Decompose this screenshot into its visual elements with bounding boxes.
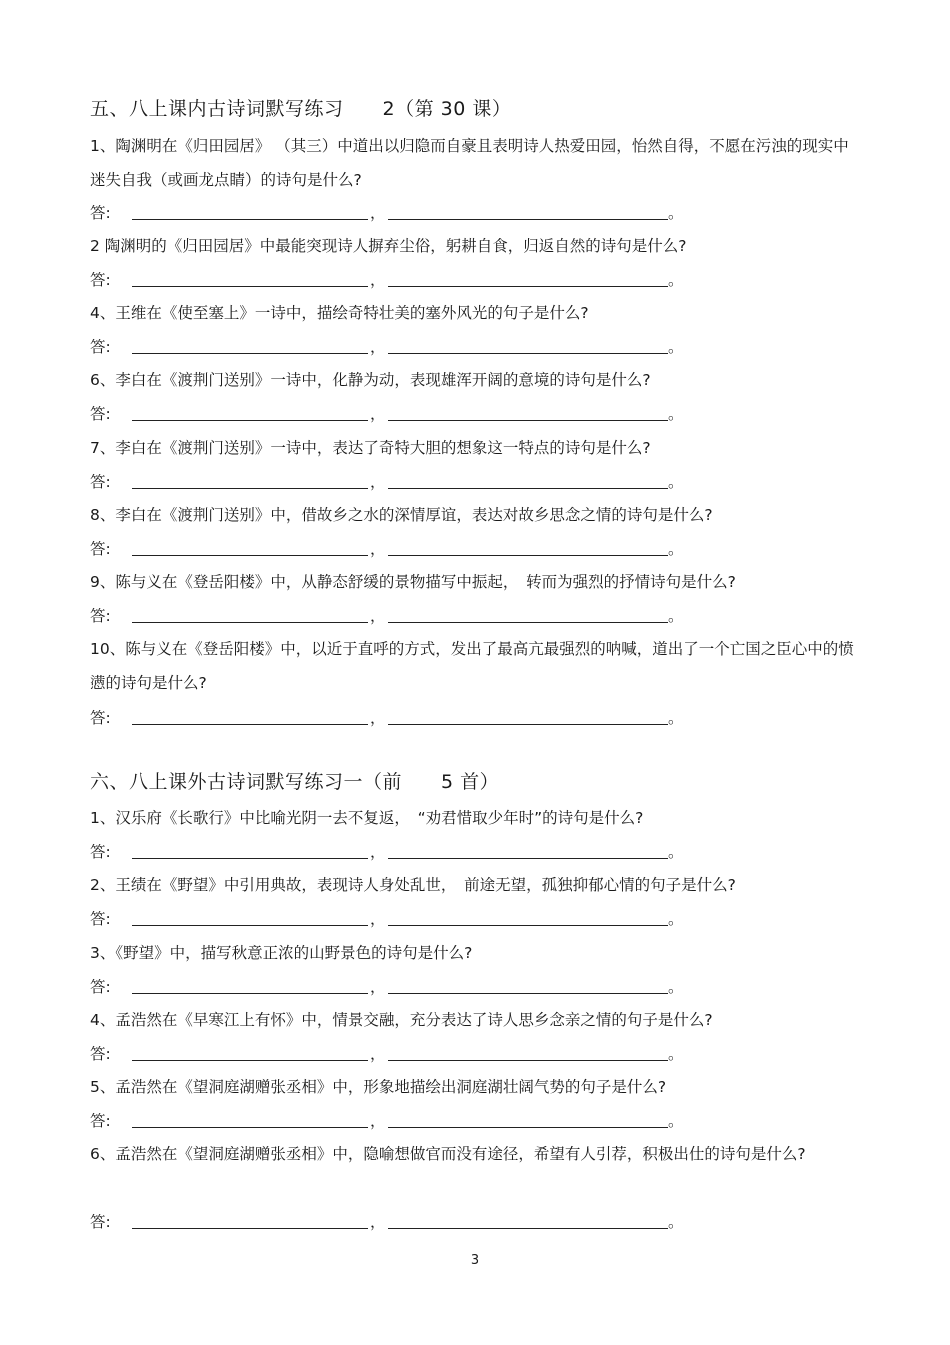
answer-period: 。 bbox=[668, 405, 684, 423]
answer-period: 。 bbox=[668, 978, 684, 996]
answer-period: 。 bbox=[668, 338, 684, 356]
answer-blank[interactable] bbox=[132, 858, 368, 859]
answer-label: 答: bbox=[90, 405, 111, 423]
answer-label: 答: bbox=[90, 1213, 111, 1231]
answer-label: 答: bbox=[90, 473, 111, 491]
answer-blank[interactable] bbox=[132, 286, 368, 287]
answer-row bbox=[90, 335, 710, 359]
answer-comma: ， bbox=[370, 607, 386, 625]
question-text: 3、《野望》中，描写秋意正浓的山野景色的诗句是什么? bbox=[90, 944, 473, 962]
answer-blank[interactable] bbox=[388, 286, 668, 287]
answer-label: 答: bbox=[90, 910, 111, 928]
answer-blank[interactable] bbox=[388, 724, 668, 725]
answer-label: 答: bbox=[90, 843, 111, 861]
answer-blank[interactable] bbox=[132, 219, 368, 220]
answer-row bbox=[90, 201, 710, 225]
question-text: 6、孟浩然在《望洞庭湖赠张丞相》中，隐喻想做官而没有途径，希望有人引荐，积极出仕的诗句是什么? bbox=[90, 1145, 806, 1163]
answer-comma: ， bbox=[370, 338, 386, 356]
answer-blank[interactable] bbox=[388, 219, 668, 220]
answer-label: 答: bbox=[90, 540, 111, 558]
answer-label: 答: bbox=[90, 204, 111, 222]
answer-label: 答: bbox=[90, 271, 111, 289]
answer-blank[interactable] bbox=[132, 724, 368, 725]
answer-row bbox=[90, 1042, 710, 1066]
answer-row bbox=[90, 1210, 710, 1234]
answer-blank[interactable] bbox=[132, 1228, 368, 1229]
answer-period: 。 bbox=[668, 910, 684, 928]
question-text: 6、李白在《渡荆门送别》一诗中，化静为动，表现雄浑开阔的意境的诗句是什么? bbox=[90, 371, 651, 389]
answer-blank[interactable] bbox=[388, 353, 668, 354]
answer-period: 。 bbox=[668, 540, 684, 558]
answer-blank[interactable] bbox=[388, 622, 668, 623]
answer-row bbox=[90, 1109, 710, 1133]
answer-blank[interactable] bbox=[388, 925, 668, 926]
answer-label: 答: bbox=[90, 709, 111, 727]
answer-label: 答: bbox=[90, 338, 111, 356]
answer-blank[interactable] bbox=[132, 1060, 368, 1061]
question-text: 8、李白在《渡荆门送别》中，借故乡之水的深情厚谊，表达对故乡思念之情的诗句是什么? bbox=[90, 506, 713, 524]
question-text: 1、陶渊明在《归田园居》 （其三）中道出以归隐而自豪且表明诗人热爱田园，怡然自得，不愿在污浊的现实中迷失自我（或画龙点睛）的诗句是什么? bbox=[90, 137, 849, 189]
answer-comma: ， bbox=[370, 843, 386, 861]
answer-blank[interactable] bbox=[388, 1127, 668, 1128]
answer-comma: ， bbox=[370, 405, 386, 423]
answer-comma: ， bbox=[370, 1213, 386, 1231]
answer-period: 。 bbox=[668, 1045, 684, 1063]
question-text: 4、王维在《使至塞上》一诗中，描绘奇特壮美的塞外风光的句子是什么? bbox=[90, 304, 589, 322]
answer-blank[interactable] bbox=[132, 488, 368, 489]
answer-row bbox=[90, 470, 710, 494]
answer-blank[interactable] bbox=[132, 353, 368, 354]
answer-blank[interactable] bbox=[388, 420, 668, 421]
answer-comma: ， bbox=[370, 540, 386, 558]
question-text: 4、孟浩然在《早寒江上有怀》中，情景交融，充分表达了诗人思乡念亲之情的句子是什么? bbox=[90, 1011, 713, 1029]
answer-period: 。 bbox=[668, 607, 684, 625]
answer-period: 。 bbox=[668, 1112, 684, 1130]
answer-comma: ， bbox=[370, 709, 386, 727]
answer-comma: ， bbox=[370, 978, 386, 996]
page-number: 3 bbox=[470, 1253, 480, 1268]
answer-blank[interactable] bbox=[132, 993, 368, 994]
answer-period: 。 bbox=[668, 843, 684, 861]
answer-blank[interactable] bbox=[132, 420, 368, 421]
answer-blank[interactable] bbox=[388, 555, 668, 556]
answer-period: 。 bbox=[668, 271, 684, 289]
answer-period: 。 bbox=[668, 709, 684, 727]
question-text: 5、孟浩然在《望洞庭湖赠张丞相》中，形象地描绘出洞庭湖壮阔气势的句子是什么? bbox=[90, 1078, 667, 1096]
answer-label: 答: bbox=[90, 1045, 111, 1063]
question-text: 2 陶渊明的《归田园居》中最能突现诗人摒弃尘俗，躬耕自食，归返自然的诗句是什么? bbox=[90, 237, 687, 255]
answer-blank[interactable] bbox=[388, 1060, 668, 1061]
answer-row bbox=[90, 975, 710, 999]
answer-blank[interactable] bbox=[388, 993, 668, 994]
answer-blank[interactable] bbox=[132, 1127, 368, 1128]
section5-title: 五、八上课内古诗词默写练习 2（第 30 课） bbox=[90, 98, 512, 120]
answer-row bbox=[90, 604, 710, 628]
question-text: 10、陈与义在《登岳阳楼》中，以近于直呼的方式，发出了最高亢最强烈的呐喊，道出了一个亡国之臣心中的愤懑的诗句是什么? bbox=[90, 640, 854, 692]
answer-comma: ， bbox=[370, 1112, 386, 1130]
question-text: 9、陈与义在《登岳阳楼》中，从静态舒缓的景物描写中振起， 转而为强烈的抒情诗句是什么? bbox=[90, 573, 736, 591]
question-text: 2、王绩在《野望》中引用典故，表现诗人身处乱世， 前途无望，孤独抑郁心情的句子是什么? bbox=[90, 876, 736, 894]
answer-label: 答: bbox=[90, 607, 111, 625]
answer-period: 。 bbox=[668, 1213, 684, 1231]
answer-comma: ， bbox=[370, 204, 386, 222]
answer-blank[interactable] bbox=[132, 925, 368, 926]
answer-comma: ， bbox=[370, 271, 386, 289]
answer-blank[interactable] bbox=[388, 1228, 668, 1229]
answer-row bbox=[90, 537, 710, 561]
answer-comma: ， bbox=[370, 473, 386, 491]
answer-blank[interactable] bbox=[132, 555, 368, 556]
answer-label: 答: bbox=[90, 1112, 111, 1130]
answer-row bbox=[90, 268, 710, 292]
question-text: 1、汉乐府《长歌行》中比喻光阴一去不复返， “劝君惜取少年时”的诗句是什么? bbox=[90, 809, 644, 827]
answer-row bbox=[90, 907, 710, 931]
answer-row bbox=[90, 402, 710, 426]
answer-row bbox=[90, 840, 710, 864]
answer-comma: ， bbox=[370, 1045, 386, 1063]
answer-period: 。 bbox=[668, 204, 684, 222]
question-text: 7、李白在《渡荆门送别》一诗中，表达了奇特大胆的想象这一特点的诗句是什么? bbox=[90, 439, 651, 457]
section6-title: 六、八上课外古诗词默写练习一（前 5 首） bbox=[90, 771, 500, 793]
answer-period: 。 bbox=[668, 473, 684, 491]
answer-comma: ， bbox=[370, 910, 386, 928]
answer-blank[interactable] bbox=[132, 622, 368, 623]
answer-blank[interactable] bbox=[388, 488, 668, 489]
answer-row bbox=[90, 706, 710, 730]
answer-label: 答: bbox=[90, 978, 111, 996]
answer-blank[interactable] bbox=[388, 858, 668, 859]
